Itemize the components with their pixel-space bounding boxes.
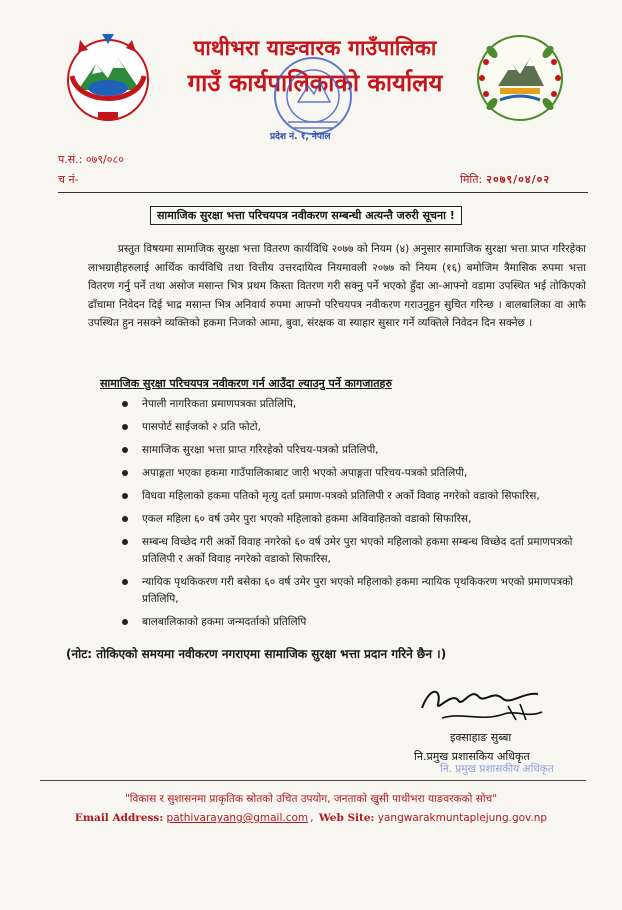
list-item-text: सम्बन्ध विच्छेद गरी अर्को विवाह नगरेको ६० वर्ष उमेर पुरा भएको महिलाको हकमा सम्बन्ध विच्छेद दर्ता प्रमाणपत्रको प्रतिलिपी र अर्को विवाह नगरेको वडाको सिफारिस,: [142, 536, 573, 565]
signature-icon: [412, 678, 552, 730]
chalani-number-label: च नं-: [58, 173, 79, 186]
list-item: [112, 614, 582, 631]
bullet-icon: [122, 424, 128, 430]
website-link[interactable]: yangwarakmuntaplejung.gov.np: [377, 812, 548, 824]
date-value: २०७९/०४/०२: [486, 173, 551, 186]
list-item-text: विधवा महिलाको हकमा पतिको मृत्यु दर्ता प्रमाण-पत्रको प्रतिलिपी र अर्को विवाह नगरेको वडाको सिफारिस,: [142, 490, 540, 502]
list-item-text: नेपाली नागरिकता प्रमाणपत्रका प्रतिलिपि,: [142, 398, 297, 410]
reference-number-label: प.सं.:: [58, 153, 83, 166]
bullet-icon: [122, 539, 128, 545]
list-item: [112, 465, 582, 482]
bullet-icon: [122, 493, 128, 499]
date-label: मिति:: [460, 173, 483, 186]
signatory-designation: नि.प्रमुख प्रशासकिय अधिकृत: [414, 750, 530, 763]
documents-heading: सामाजिक सुरक्षा परिचयपत्र नवीकरण गर्न आउँदा ल्याउनु पर्ने कागजातहरु: [100, 377, 392, 390]
seal-text: प्रदेश नं. १, नेपाल: [270, 132, 331, 142]
bullet-icon: [122, 401, 128, 407]
footer-contact: Email Address: pathivarayang@gmail.com , Web Site: yangwarakmuntaplejung.gov.np: [74, 812, 548, 824]
bullet-icon: [122, 516, 128, 522]
list-item: [112, 534, 582, 568]
list-item-text: एकल महिला ६० वर्ष उमेर पुरा भएको महिलाको हकमा अविवाहितको वडाको सिफारिस,: [142, 513, 472, 525]
list-item-text: पासपोर्ट साईजको २ प्रति फोटो,: [142, 421, 261, 433]
list-item: [112, 396, 582, 413]
list-item-text: अपाङ्गता भएका हकमा गाउँपालिकाबाट जारी भएको अपाङ्गता परिचय-पत्रको प्रतिलिपी,: [142, 467, 468, 479]
list-item: [112, 442, 582, 459]
email-link[interactable]: pathivarayang@gmail.com: [166, 812, 309, 824]
notice-title: सामाजिक सुरक्षा भत्ता परिचयपत्र नवीकरण सम्बन्धी अत्यन्तै जरुरी सूचना !: [150, 206, 462, 225]
notice-paragraph: प्रस्तुत विषयमा सामाजिक सुरक्षा भत्ता वितरण कार्यविधि २०७७ को नियम (४) अनुसार सामाजिक सुरक्षा भत्ता प्राप्त गरिरहेका लाभग्राहीहरुलाई आर्थिक कार्यविधि तथा वित्तीय उत्तरदायित्व नियमावली २०७७ को नियम (१६) बमोजिम त्रैमासिक रुपमा भत्ता वितरण गर्नु पर्ने तथा असोज मसान्त भित्र प्रथम किस्ता वितरण गरी सक्नु पर्ने भएको हुँदा आ-आफ्नो वडामा उपस्थित भई तोकिएको ढाँचामा निवेदन दिई भाद्र मसान्त भित्र अनिवार्य रुपमा आफ्नो परिचयपत्र नवीकरण गराउनुहुन सुचित गरिन्छ । बालबालिका वा आफै उपस्थित हुन नसक्ने व्यक्तिको हकमा निजको आमा, बुवा, संरक्षक वा स्याहार सुसार गर्ने व्यक्तिले निवेदन दिन सक्नेछ ।: [88, 243, 586, 329]
bullet-icon: [122, 619, 128, 625]
chalani-number: [58, 172, 79, 187]
letter-date: [460, 172, 550, 187]
footer-slogan: "विकास र सुशासनमा प्राकृतिक स्रोतको उचित उपयोग, जनताको खुसी पाथीभरा याङवरकको सोच": [124, 793, 498, 805]
reference-number: [58, 152, 124, 167]
list-item-text: बालबालिकाको हकमा जन्मदर्ताको प्रतिलिपि: [142, 616, 307, 628]
list-item-text: न्यायिक पृथकिकरण गरी बसेका ६० वर्ष उमेर पुरा भएको महिलाको हकमा न्यायिक पृथकिकरण भएको प्रमाणपत्रको प्रतिलिपि,: [142, 576, 573, 605]
website-label: Web Site:: [318, 812, 375, 824]
header-divider: [58, 192, 588, 193]
note-text: (नोट: तोकिएको समयमा नवीकरण नगराएमा सामाजिक सुरक्षा भत्ता प्रदान गरिने छैन ।): [66, 647, 447, 661]
list-item-text: सामाजिक सुरक्षा भत्ता प्राप्त गरिरहेको परिचय-पत्रको प्रतिलिपी,: [142, 444, 379, 456]
municipality-logo-icon: [470, 28, 570, 128]
designation-stamp: नि. प्रमुख प्रशासकीय अधिकृत: [440, 763, 554, 775]
bullet-icon: [122, 579, 128, 585]
list-item: [112, 511, 582, 528]
office-title-line2: गाउँ कार्यपालिकाको कार्यालय: [187, 68, 443, 97]
office-title-line1: पाथीभरा याङवारक गाउँपालिका: [193, 35, 437, 60]
reference-number-value: ०७९/०८०: [85, 153, 124, 166]
bullet-icon: [122, 470, 128, 476]
list-item: [112, 488, 582, 505]
nepal-emblem-icon: [58, 28, 158, 128]
list-item: [112, 574, 582, 608]
documents-list: [112, 396, 582, 637]
footer-divider: [40, 780, 586, 781]
bullet-icon: [122, 447, 128, 453]
email-label: Email Address:: [74, 812, 164, 824]
signatory-name: इक्साहाङ सुब्बा: [450, 731, 512, 744]
list-item: [112, 419, 582, 436]
